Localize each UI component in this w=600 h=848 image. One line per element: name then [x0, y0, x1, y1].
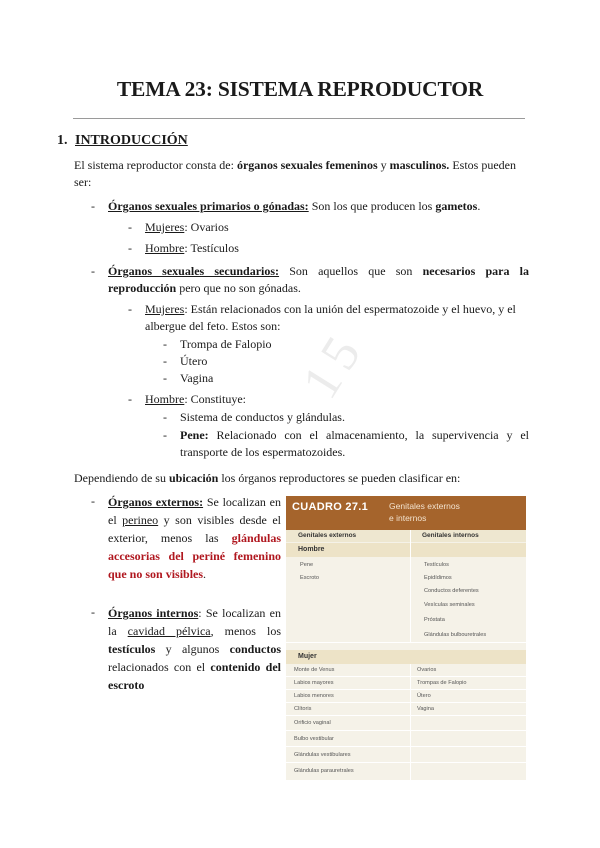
table-cell: Trompas de Falopio — [417, 680, 467, 686]
table-cell: Epidídimos — [424, 575, 452, 581]
group-band-mujer: Mujer — [286, 650, 526, 664]
secundarios-item: Órganos sexuales secundarios: Son aquellos que son necesarios para la reproducción pero que no son gónadas. — [108, 264, 529, 295]
row-divider — [286, 676, 526, 677]
bullet-dash: - — [163, 428, 167, 442]
bullet-dash: - — [91, 264, 95, 278]
primarios-hombre: Hombre: Testículos — [145, 241, 239, 255]
secundarios-mujeres: Mujeres: Están relacionados con la unión del espermatozoide y el huevo, y el albergue del feto. Estos son: — [145, 302, 516, 333]
ubicacion-paragraph: Dependiendo de su ubicación los órganos reproductores se pueden clasificar en: — [74, 471, 461, 485]
group-band-hombre: Hombre — [286, 543, 526, 557]
genitales-table — [286, 496, 526, 780]
section-label: INTRODUCCIÓN — [75, 133, 188, 148]
list-item: Útero — [180, 354, 208, 368]
row-divider — [286, 715, 526, 716]
watermark: 15 — [291, 320, 377, 409]
table-cell: Monte de Venus — [294, 667, 335, 673]
table-cell: Labios mayores — [294, 680, 334, 686]
bullet-dash: - — [163, 337, 167, 351]
row-divider — [286, 702, 526, 703]
primarios-item: Órganos sexuales primarios o gónadas: Son los que producen los gametos. — [108, 199, 481, 213]
section-heading — [57, 133, 188, 149]
column-header-external: Genitales externos — [298, 532, 357, 539]
table-cell: Bulbo vestibular — [294, 736, 334, 742]
table-cell: Glándulas bulbouretrales — [424, 632, 487, 638]
column-header-internal: Genitales internos — [422, 532, 479, 539]
table-code: CUADRO 27.1 — [292, 501, 369, 513]
bullet-dash: - — [163, 410, 167, 424]
table-cell: Útero — [417, 693, 431, 699]
list-item: Sistema de conductos y glándulas. — [180, 410, 345, 424]
table-cell: Glándulas vestibulares — [294, 752, 351, 758]
list-item: Vagina — [180, 371, 214, 385]
table-cell: Escroto — [300, 575, 319, 581]
bullet-dash: - — [91, 494, 95, 508]
table-cell: Vesículas seminales — [424, 602, 475, 608]
externos-item: Órganos externos: Se localizan en el perineo y son visibles desde el exterior, menos las glándulas accesorias del periné femenino que no son visibles. — [108, 495, 281, 581]
page-title: TEMA 23: SISTEMA REPRODUCTOR — [116, 77, 484, 101]
section-number: 1. — [57, 133, 68, 148]
table-cell: Vagina — [417, 706, 435, 712]
bullet-dash: - — [91, 199, 95, 213]
table-cell: Glándulas parauretrales — [294, 768, 354, 774]
pene-item: Pene: Relacionado con el almacenamiento, la supervivencia y el transporte de los espermatozoides. — [180, 428, 529, 459]
secundarios-hombre: Hombre: Constituye: — [145, 392, 246, 406]
bullet-dash: - — [91, 605, 95, 619]
table-cell: Conductos deferentes — [424, 588, 479, 594]
bullet-dash: - — [128, 392, 132, 406]
bullet-dash: - — [163, 371, 167, 385]
table-cell: Próstata — [424, 617, 445, 623]
row-divider — [286, 689, 526, 690]
list-item: Trompa de Falopio — [180, 337, 272, 351]
primarios-mujeres: Mujeres: Ovarios — [145, 220, 229, 234]
column-divider — [410, 530, 411, 642]
table-cell: Clítoris — [294, 706, 312, 712]
row-divider — [286, 746, 526, 747]
table-cell: Labios menores — [294, 693, 334, 699]
bullet-dash: - — [128, 220, 132, 234]
table-cell: Orificio vaginal — [294, 720, 331, 726]
row-divider — [286, 642, 526, 643]
table-cell: Pene — [300, 562, 314, 568]
table-header — [286, 496, 526, 530]
table-title: Genitales externos e internos — [389, 501, 460, 523]
table-cell: Ovarios — [417, 667, 437, 673]
bullet-dash: - — [128, 302, 132, 316]
title-divider — [73, 118, 525, 119]
internos-item: Órganos internos: Se localizan en la cavidad pélvica, menos los testículos y algunos conductos relacionados con el contenido del escroto — [108, 606, 282, 692]
table-cell: Testículos — [424, 562, 449, 568]
bullet-dash: - — [128, 241, 132, 255]
bullet-dash: - — [163, 354, 167, 368]
row-divider — [286, 762, 526, 763]
row-divider — [286, 730, 526, 731]
intro-paragraph: El sistema reproductor consta de: órganos sexuales femeninos y masculinos. Estos pueden ser: — [74, 158, 516, 189]
